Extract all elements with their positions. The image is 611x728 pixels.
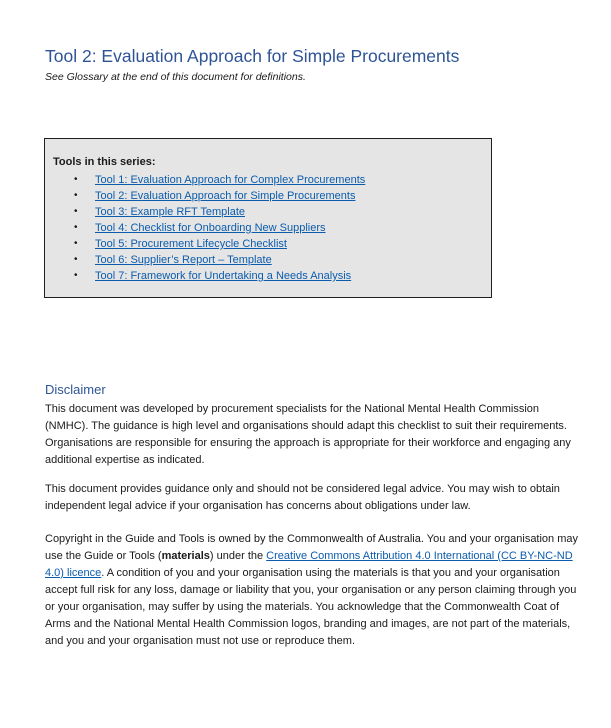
bullet-icon: • [74,174,78,185]
list-item [74,204,365,220]
bullet-icon: • [74,270,78,281]
bullet-icon: • [74,190,78,201]
disclaimer-paragraph-1: This document was developed by procurement specialists for the National Mental Health Commission (NMHC). The guidance is high level and organisations should adapt this checklist to suit their requirements. Organisations are responsible for ensuring the approach is appropriate for their workforce and engaging any additional expertise as indicated. [45,403,571,466]
tools-series-box [44,138,492,298]
disclaimer-heading: Disclaimer [45,382,106,397]
page-subtitle: See Glossary at the end of this document for definitions. [45,71,306,83]
copyright-text-1: Copyright in the Guide and Tools is owned by the Commonwealth of Australia. You and your organisation may use the Guide or Tools ( [45,533,579,562]
list-item [74,268,365,284]
tool-7-link[interactable]: Tool 7: Framework for Undertaking a Needs Analysis [95,270,352,282]
tool-4-link[interactable]: Tool 4: Checklist for Onboarding New Suppliers [95,222,326,234]
tool-1-link[interactable]: Tool 1: Evaluation Approach for Complex Procurements [95,174,366,186]
bullet-icon: • [74,222,78,233]
copyright-paragraph [45,531,580,650]
page-title: Tool 2: Evaluation Approach for Simple Procurements [45,46,460,66]
list-item [74,236,365,252]
bullet-icon: • [74,238,78,249]
list-item [74,172,365,188]
bullet-icon: • [74,254,78,265]
disclaimer-paragraph-2: This document provides guidance only and should not be considered legal advice. You may wish to obtain independent legal advice if your organisation has concerns about obligations under law. [45,483,560,512]
copyright-text-3: . A condition of you and your organisation using the materials is that you and your organisation accept full risk for any loss, damage or liability that you, your organisation or any person claiming through you or your organisation, may suffer by using the materials. You acknowledge that the Commonwealth Coat of Arms and the National Mental Health Commission logos, branding and images, are not part of the materials, and you and your organisation must not use or reproduce them. [45,567,577,647]
materials-term: materials [161,550,210,562]
tool-5-link[interactable]: Tool 5: Procurement Lifecycle Checklist [95,238,287,250]
tools-list [74,172,365,284]
list-item [74,252,365,268]
tool-3-link[interactable]: Tool 3: Example RFT Template [95,206,245,218]
list-item [74,188,365,204]
copyright-text-2: ) under the [209,550,267,562]
tools-series-heading: Tools in this series: [53,156,156,168]
tool-6-link[interactable]: Tool 6: Supplier’s Report – Template [95,254,272,266]
tool-2-link[interactable]: Tool 2: Evaluation Approach for Simple Procurements [95,190,356,202]
list-item [74,220,365,236]
cc-licence-link[interactable]: Creative Commons Attribution 4.0 International (CC BY-NC-ND 4.0) licence [45,550,573,579]
bullet-icon: • [74,206,78,217]
